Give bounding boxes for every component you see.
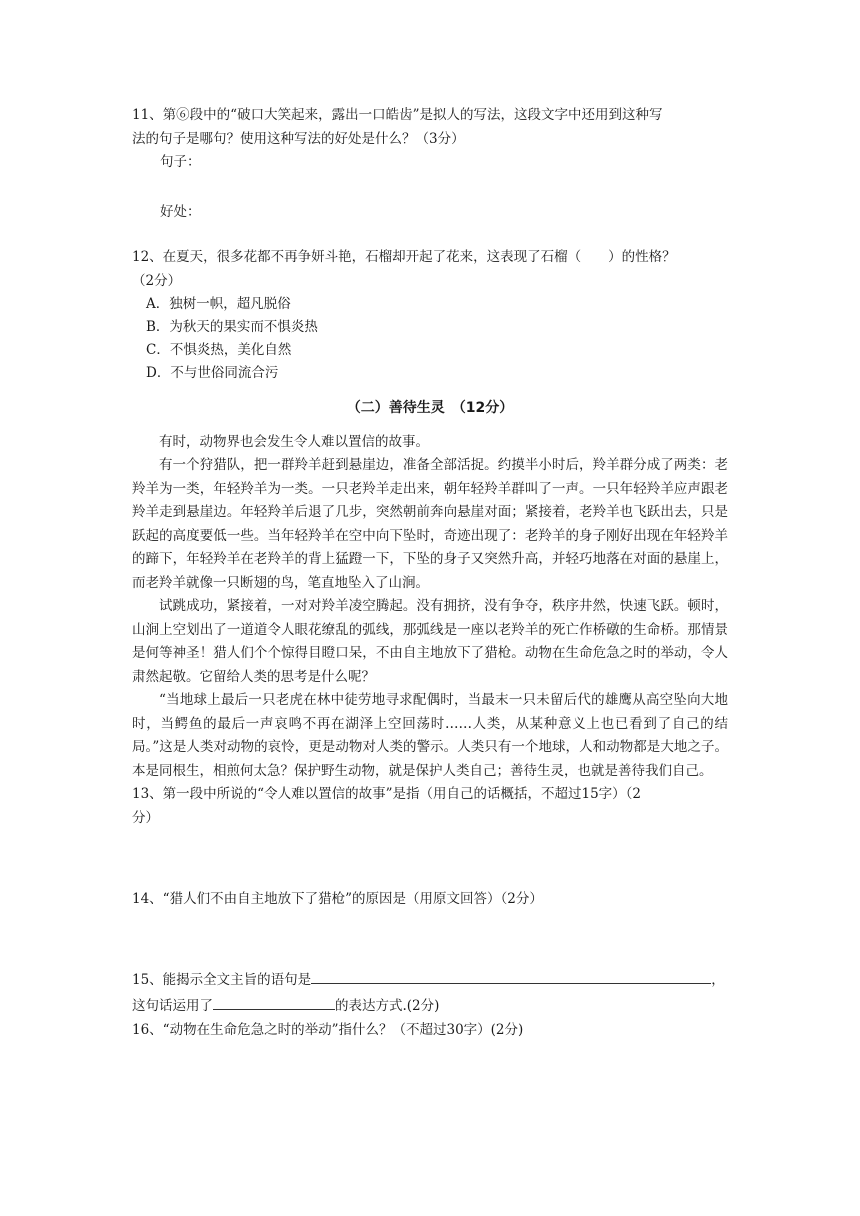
answer-benefit-label: 好处： bbox=[160, 203, 201, 220]
question-15-line-1 bbox=[132, 966, 728, 993]
answer-space bbox=[132, 830, 728, 888]
question-15-comma: ， bbox=[711, 971, 725, 988]
question-15-text-b: 的表达方式.(2分) bbox=[335, 998, 440, 1014]
option-b: B．为秋天的果实而不惧炎热 bbox=[146, 319, 318, 335]
answer-blank[interactable] bbox=[311, 966, 711, 984]
question-15-line-2 bbox=[132, 992, 728, 1019]
passage-paragraph: “当地球上最后一只老虎在林中徒劳地寻求配偶时，当最末一只未留后代的雄鹰从高空坠向大地时，当鳄鱼的最后一声哀鸣不再在湖泽上空回荡时……人类，从某种意义上也已看到了自己的结局。”这是人类对动物的哀怜，更是动物对人类的警示。人类只有一个地球，人和动物都是大地之子。本是同根生，相煎何太急？保护野生动物，就是保护人类自己；善待生灵，也就是善待我们自己。 bbox=[132, 692, 728, 779]
answer-blank[interactable] bbox=[213, 992, 335, 1010]
option-d: D．不与世俗同流合污 bbox=[146, 365, 279, 381]
question-16: 16、“动物在生命危急之时的举动”指什么？（不超过30字）(2分) bbox=[132, 1021, 524, 1038]
question-15 bbox=[132, 966, 728, 1019]
question-12 bbox=[132, 246, 728, 385]
passage-paragraph: 有一个狩猎队，把一群羚羊赶到悬崖边，准备全部活捉。约摸半小时后，羚羊群分成了两类：老羚羊为一类，年轻羚羊为一类。一只老羚羊走出来，朝年轻羚羊群叫了一声。一只年轻羚羊应声跟老羚羊走到悬崖边。年轻羚羊后退了几步，突然朝前奔向悬崖对面；紧接着，老羚羊也飞跃出去，只是跃起的高度要低一些。当年轻羚羊在空中向下坠时，奇迹出现了：老羚羊的身子刚好出现在年轻羚羊的蹄下，年轻羚羊在老羚羊的背上猛蹬一下，下坠的身子又突然升高，并轻巧地落在对面的悬崖上，而老羚羊就像一只断翅的鸟，笔直地坠入了山涧。 bbox=[132, 457, 728, 591]
passage-paragraph: 试跳成功，紧接着，一对对羚羊凌空腾起。没有拥挤，没有争夺，秩序井然，快速飞跃。顿时，山涧上空划出了一道道令人眼花缭乱的弧线，那弧线是一座以老羚羊的死亡作桥礅的生命桥。那情景是何等神圣！猎人们个个惊得目瞪口呆，不由自主地放下了猎枪。动物在生命危急之时的举动，令人肃然起敬。它留给人类的思考是什么呢？ bbox=[132, 598, 728, 685]
question-14: 14、“猎人们不由自主地放下了猎枪”的原因是（用原文回答）（2分） bbox=[132, 891, 543, 907]
answer-space bbox=[132, 912, 728, 966]
question-13-line-1: 13、第一段中所说的“令人难以置信的故事”是指（用自己的话概括，不超过15字）（2 bbox=[132, 786, 641, 802]
question-15-text: 15、能揭示全文主旨的语句是 bbox=[132, 971, 312, 988]
reading-passage bbox=[132, 431, 728, 784]
question-13-line-2: 分） bbox=[132, 809, 159, 826]
section-title: （二）善待生灵 （12分） bbox=[346, 400, 514, 416]
answer-sentence-label: 句子： bbox=[160, 154, 201, 170]
question-13 bbox=[132, 783, 728, 830]
question-11-line-1: 11、第⑥段中的“破口大笑起来，露出一口皓齿”是拟人的写法，这段文字中还用到这种写 bbox=[132, 107, 663, 123]
question-11 bbox=[132, 104, 728, 224]
question-12-line-2: （2分） bbox=[132, 272, 182, 289]
question-12-line-1: 12、在夏天，很多花都不再争妍斗艳，石榴却开起了花来，这表现了石榴（ ）的性格？ bbox=[132, 249, 676, 265]
option-c: C．不惧炎热，美化自然 bbox=[146, 342, 292, 358]
question-15-text-a: 这句话运用了 bbox=[132, 998, 213, 1014]
question-11-line-2: 法的句子是哪句？使用这种写法的好处是什么？（3分） bbox=[132, 130, 465, 147]
document-page bbox=[132, 104, 728, 1042]
option-a: A．独树一帜，超凡脱俗 bbox=[146, 296, 291, 312]
passage-paragraph: 有时，动物界也会发生令人难以置信的故事。 bbox=[159, 433, 429, 450]
